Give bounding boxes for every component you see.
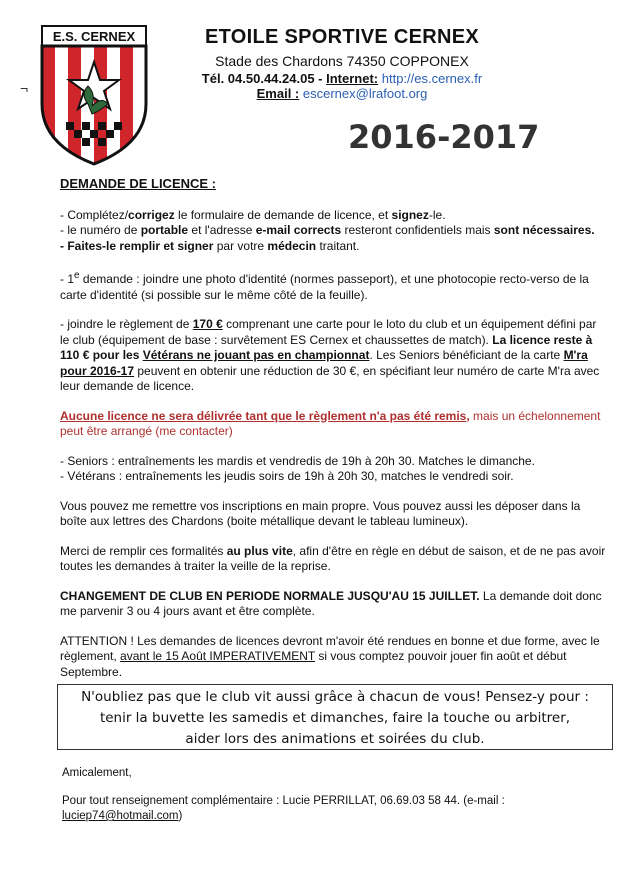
internet-label: Internet: xyxy=(326,71,379,86)
reminder-line-2: tenir la buvette les samedis et dimanches, faire la touche ou arbitrer, xyxy=(99,710,571,726)
website-link[interactable]: http://es.cernex.fr xyxy=(381,71,483,86)
warning-text: Aucune licence ne sera délivrée tant que le règlement n'a pas été remis, xyxy=(60,408,470,423)
stadium-address: Stade des Chardons 74350 COPPONEX xyxy=(215,53,469,69)
club-name: ETOILE SPORTIVE CERNEX xyxy=(204,26,480,48)
email-line xyxy=(172,86,512,101)
reminder-line-3: aider lors des animations et soirées du club. xyxy=(185,731,485,747)
email-link[interactable]: escernex@lrafoot.org xyxy=(302,86,428,101)
season-heading: 2016-2017 xyxy=(348,118,540,156)
seniors-schedule: - Seniors : entraînements les mardis et vendredis de 19h à 20h 30. Matches le dimanche. xyxy=(60,453,535,468)
contact-email[interactable]: luciep74@hotmail.com xyxy=(62,810,179,822)
veterans-schedule: - Vétérans : entraînements les jeudis soirs de 19h à 20h 30, matches le vendredi soir. xyxy=(60,469,514,483)
transfer-paragraph: CHANGEMENT DE CLUB EN PERIODE NORMALE JUSQU'AU 15 JUILLET. La demande doit donc me parvenir 3 ou 4 jours avant et être complète. xyxy=(60,588,602,618)
deposit-paragraph: Vous pouvez me remettre vos inscriptions en main propre. Vous pouvez aussi les déposer dans la boîte aux lettres des Chardons (boite métallique devant le tableau lumineux). xyxy=(60,498,581,528)
fill-paragraph: Merci de remplir ces formalités au plus vite, afin d'être en règle en début de saison, et de ne pas avoir toutes les demandes à traiter la veille de la reprise. xyxy=(60,543,606,573)
contact-line: Tél. 04.50.44.24.05 - Internet: http://es.cernex.fr xyxy=(201,71,483,86)
email-label: Email : xyxy=(256,86,300,101)
fee-amount: 170 € xyxy=(192,317,223,331)
volunteer-reminder-box xyxy=(57,684,613,750)
reminder-line-1: N'oubliez pas que le club vit aussi grâce à chacun de vous! Pensez-y pour : xyxy=(81,689,589,705)
trainings-paragraph xyxy=(60,454,608,485)
club-crest xyxy=(36,24,152,168)
margin-mark: ¬ xyxy=(20,80,29,96)
letter-body xyxy=(60,176,608,694)
attention-paragraph: ATTENTION ! Les demandes de licences devront m'avoir été rendues en bonne et due forme, avec le règlement, avant le 15 Août IMPERATIVEMENT si vous comptez pouvoir jouer fin août et début Septembre. xyxy=(60,633,600,679)
phone-number: Tél. 04.50.44.24.05 xyxy=(201,71,315,86)
crest-text: E.S. CERNEX xyxy=(52,29,136,44)
closing-text: Amicalement, xyxy=(62,767,132,779)
contact-info: Pour tout renseignement complémentaire : Lucie PERRILLAT, 06.69.03 58 44. (e-mail : luciep74@hotmail.com) xyxy=(62,795,505,822)
first-request-paragraph: - 1e demande : joindre une photo d'identité (normes passeport), et une photocopie recto-verso de la carte d'identité (si possible sur le même côté de la feuille). xyxy=(60,270,589,302)
warning-paragraph: Aucune licence ne sera délivrée tant que le règlement n'a pas été remis, mais un échelonnement peut être arrangé (me contacter) xyxy=(60,408,601,438)
section-title: DEMANDE DE LICENCE : xyxy=(60,176,217,191)
payment-paragraph: - joindre le règlement de 170 € comprenant une carte pour le loto du club et un équipement défini par le club (équipement de base : survêtement ES Cernex et chaussettes de match). La licence reste à 110 € pour les Vétérans ne jouant pas en championnat. Les Seniors bénéficiant de la carte M'ra pour 2016-17 peuvent en obtenir une réduction de 30 €, en spécifiant leur numéro de carte M'ra avec leur demande de licence. xyxy=(60,317,600,393)
instructions-list: - Complétez/corrigez le formulaire de demande de licence, et signez-le. - le numéro de portable et l'adresse e-mail corrects resteront confidentiels mais sont nécessaires. - Faites-le remplir et signer par votre médecin traitant. xyxy=(60,207,595,253)
